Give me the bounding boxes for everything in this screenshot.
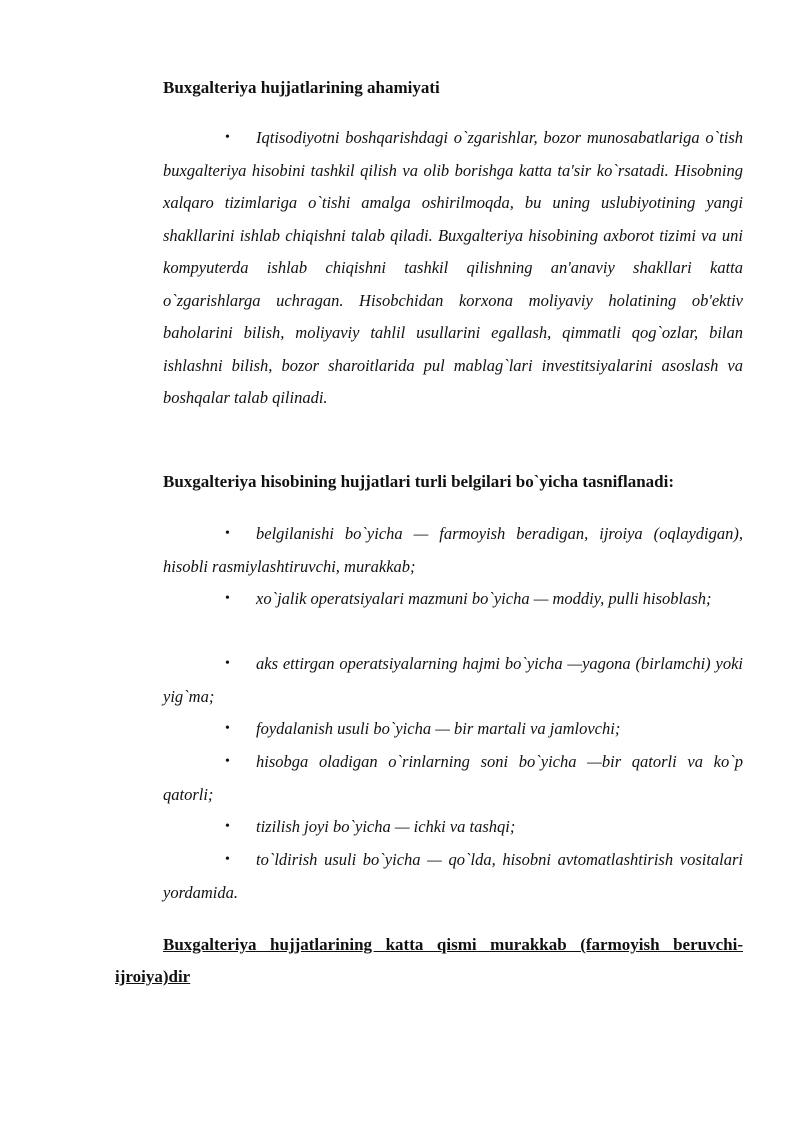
bullet-icon: • bbox=[225, 754, 230, 769]
list-item bbox=[163, 811, 743, 844]
intro-paragraph-text: Iqtisodiyotni boshqarishdagi o`zgarishlar, bozor munosabatlariga o`tish buxgalteriya hisobini tashkil qilish va olib borishga katta ta'sir ko`rsatadi. Hisobning xalqaro tizimlariga o`tishi amalga oshirilmoqda, bu uning uslubiyotining yangi shakllarini ishlab chiqishni talab qiladi. Buxgalteriya hisobining axborot tizimi va uni kompyuterda ishlab chiqishni tashkil qilishning an'anaviy shakllari katta o`zgarishlarga uchragan. Hisobchidan korxona moliyaviy holatining ob'ektiv baholarini bilish, moliyaviy tahlil usullarini egallash, qimmatli qog`ozlar, bilan ishlashni bilish, bozor sharoitlarida pul mablag`lari investitsiyalarini asoslash va boshqalar talab qilinadi. bbox=[163, 128, 743, 407]
bullet-icon: • bbox=[225, 591, 230, 606]
bullet-icon: • bbox=[225, 656, 230, 671]
section-heading-importance: Buxgalteriya hujjatlarining ahamiyati bbox=[163, 78, 440, 97]
bullet-icon: • bbox=[225, 526, 230, 541]
list-item-text: hisobga oladigan o`rinlarning soni bo`yicha —bir qatorli va ko`p qatorli; bbox=[163, 752, 743, 804]
list-item-text: tizilish joyi bo`yicha — ichki va tashqi; bbox=[256, 817, 516, 836]
section-heading-composite-documents: Buxgalteriya hujjatlarining katta qismi murakkab (farmoyish beruvchi-ijroiya)dir bbox=[115, 935, 743, 986]
list-item bbox=[163, 648, 743, 713]
section-heading-classification: Buxgalteriya hisobining hujjatlari turli belgilari bo`yicha tasniflanadi: bbox=[163, 472, 674, 491]
bullet-icon: • bbox=[225, 819, 230, 834]
bullet-icon: • bbox=[225, 852, 230, 867]
bullet-icon: • bbox=[225, 130, 230, 145]
list-item bbox=[163, 713, 743, 746]
list-item bbox=[163, 844, 743, 909]
list-item bbox=[163, 518, 743, 583]
bullet-icon: • bbox=[225, 721, 230, 736]
list-item-text: foydalanish usuli bo`yicha — bir martali va jamlovchi; bbox=[256, 719, 621, 738]
list-item-text: belgilanishi bo`yicha — farmoyish beradigan, ijroiya (oqlaydigan), hisobli rasmiylashtiruvchi, murakkab; bbox=[163, 524, 743, 576]
list-item bbox=[163, 583, 743, 616]
list-item-text: aks ettirgan operatsiyalarning hajmi bo`yicha —yagona (birlamchi) yoki yig`ma; bbox=[163, 654, 743, 706]
list-item-text: to`ldirish usuli bo`yicha — qo`lda, hisobni avtomatlashtirish vositalari yordamida. bbox=[163, 850, 743, 902]
list-item bbox=[163, 746, 743, 811]
list-item-text: xo`jalik operatsiyalari mazmuni bo`yicha — moddiy, pulli hisoblash; bbox=[256, 589, 712, 608]
intro-paragraph bbox=[163, 122, 743, 415]
